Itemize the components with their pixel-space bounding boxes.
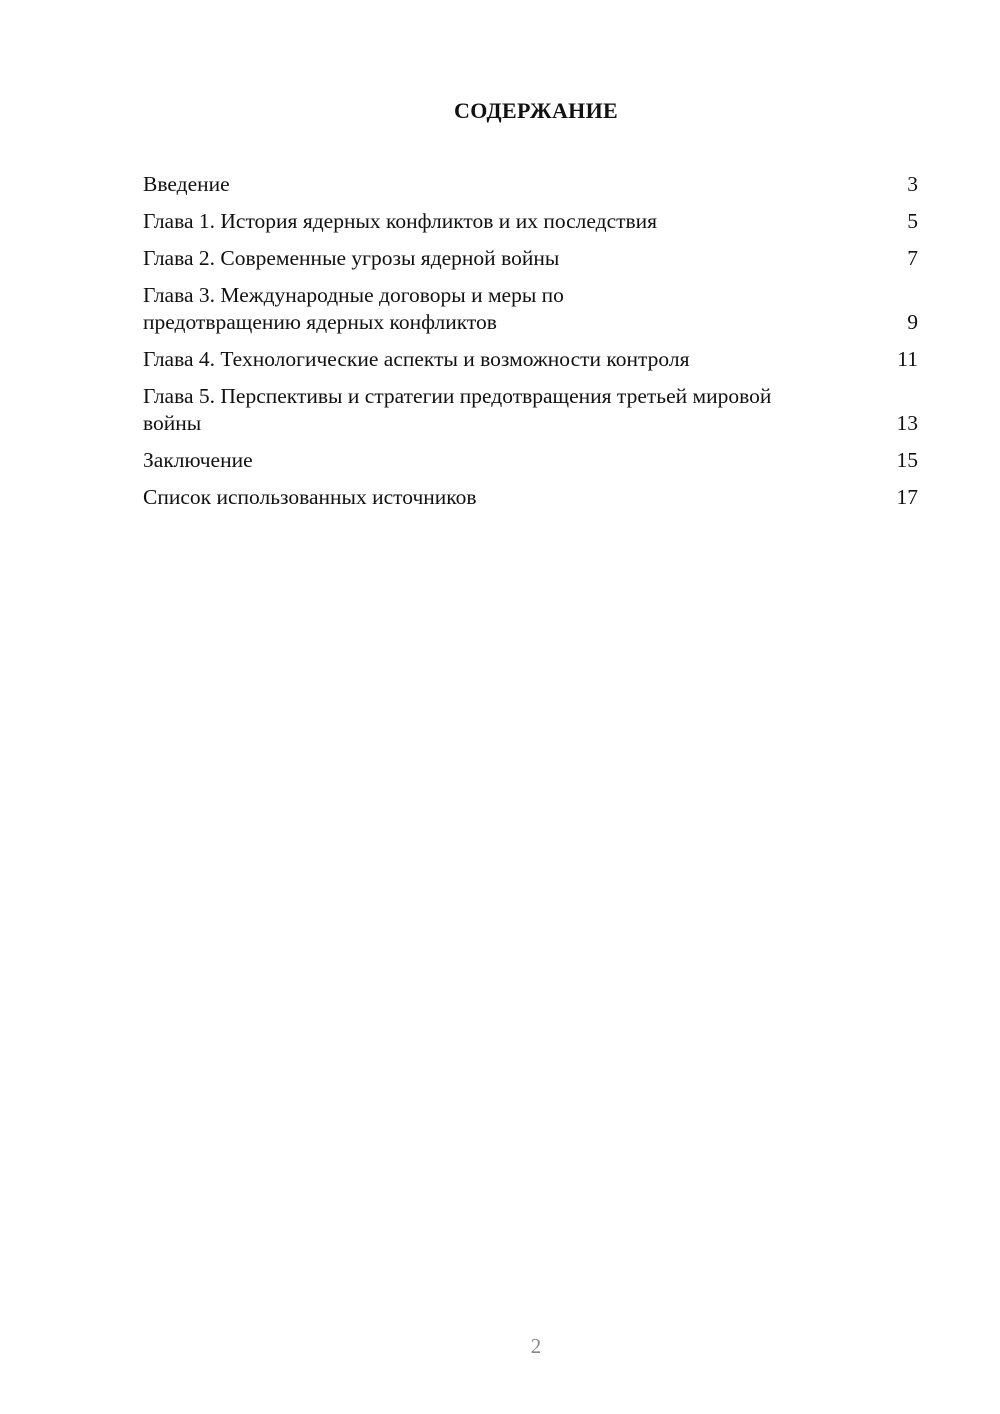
toc-entry-text: Глава 2. Современные угрозы ядерной войны	[143, 246, 560, 270]
toc-entry-chapter-1	[143, 208, 918, 235]
toc-entry-chapter-2	[143, 245, 918, 272]
toc-entry-text: Список использованных источников	[143, 485, 477, 509]
toc-entry-page: 9	[907, 310, 918, 334]
toc-entry-conclusion	[143, 447, 918, 474]
page-number: 2	[530, 1334, 542, 1358]
toc-entry-text: Введение	[143, 172, 230, 196]
toc-entry-chapter-5	[143, 383, 918, 437]
toc-entry-introduction	[143, 171, 918, 198]
toc-entry-page: 7	[907, 246, 918, 270]
toc-entry-text: Глава 4. Технологические аспекты и возможности контроля	[143, 347, 690, 371]
toc-entry-page: 15	[896, 448, 918, 472]
toc-entry-references	[143, 484, 918, 511]
toc-entry-page: 17	[896, 485, 918, 509]
toc-entry-text: Глава 5. Перспективы и стратегии предотвращения третьей мировой войны	[143, 384, 772, 435]
toc-entry-text: Глава 1. История ядерных конфликтов и их последствия	[143, 209, 658, 233]
toc-entry-page: 3	[907, 172, 918, 196]
table-of-contents	[143, 171, 918, 521]
toc-entry-chapter-4	[143, 346, 918, 373]
toc-entry-page: 11	[897, 347, 918, 371]
toc-entry-page: 13	[896, 411, 918, 435]
toc-entry-chapter-3	[143, 282, 918, 336]
toc-entry-text: Заключение	[143, 448, 253, 472]
page-title: СОДЕРЖАНИЕ	[454, 98, 618, 123]
toc-entry-page: 5	[907, 209, 918, 233]
toc-entry-text: Глава 3. Международные договоры и меры по предотвращению ядерных конфликтов	[143, 283, 564, 334]
